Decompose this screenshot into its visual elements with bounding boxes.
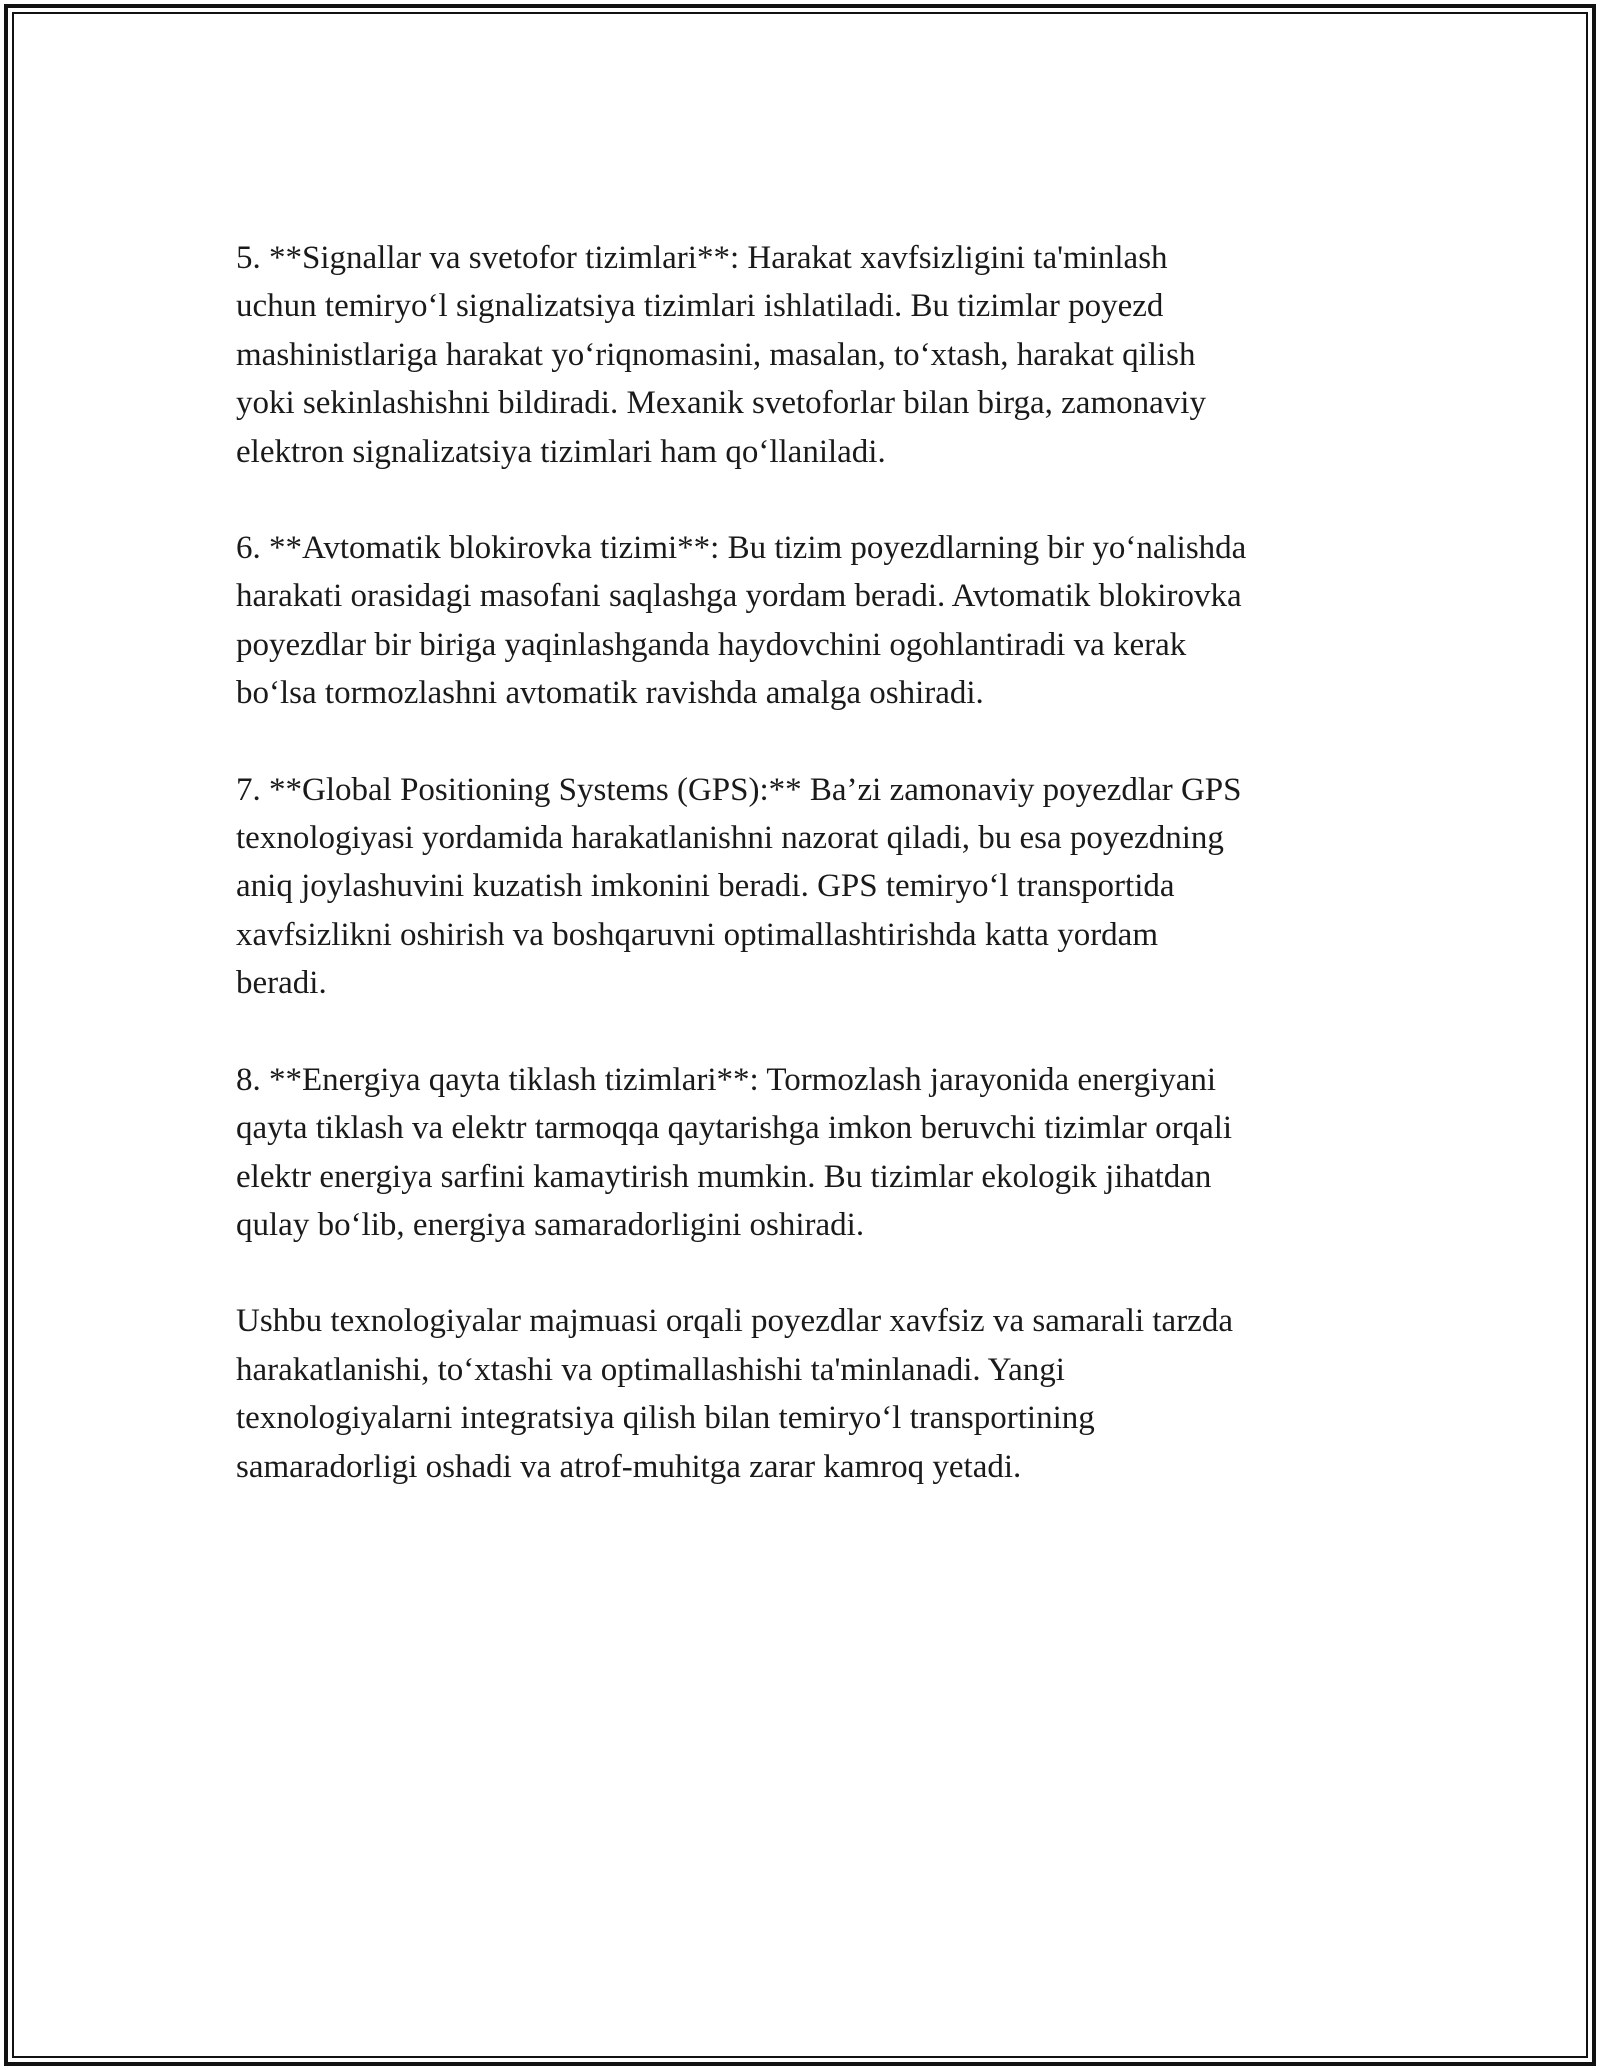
document-body bbox=[236, 234, 1396, 1539]
paragraph-energy-recovery: 8. **Energiya qayta tiklash tizimlari**: Tormozlash jarayonida energiyani qayta tiklash va elektr tarmoqqa qaytarishga imkon beruvchi tizimlar orqali elektr energiya sarfini kamaytirish mumkin. Bu tizimlar ekologik jihatdan qulay bo‘lib, energiya samaradorligini oshiradi. bbox=[236, 1061, 1233, 1243]
paragraph-signals: 5. **Signallar va svetofor tizimlari**: Harakat xavfsizligini ta'minlash uchun temiryo‘l signalizatsiya tizimlari ishlatiladi. Bu tizimlar poyezd mashinistlariga harakat yo‘riqnomasini, masalan, to‘xtash, harakat qilish yoki sekinlashishni bildiradi. Mexanik svetoforlar bilan birga, zamonaviy elektron signalizatsiya tizimlari ham qo‘llaniladi. bbox=[236, 240, 1206, 470]
paragraph-conclusion: Ushbu texnologiyalar majmuasi orqali poyezdlar xavfsiz va samarali tarzda harakatlanishi, to‘xtashi va optimallashishi ta'minlanadi. Yangi texnologiyalarni integratsiya qilish bilan temiryo‘l transportining samaradorligi oshadi va atrof-muhitga zarar kamroq yetadi. bbox=[236, 1303, 1233, 1485]
paragraph-auto-block: 6. **Avtomatik blokirovka tizimi**: Bu tizim poyezdlarning bir yo‘nalishda harakati orasidagi masofani saqlashga yordam beradi. Avtomatik blokirovka poyezdlar bir biriga yaqinlashganda haydovchini ogohlantiradi va kerak bo‘lsa tormozlashni avtomatik ravishda amalga oshiradi. bbox=[236, 530, 1247, 712]
paragraph-gps: 7. **Global Positioning Systems (GPS):** Ba’zi zamonaviy poyezdlar GPS texnologiyasi yordamida harakatlanishni nazorat qiladi, bu esa poyezdning aniq joylashuvini kuzatish imkonini beradi. GPS temiryo‘l transportida xavfsizlikni oshirish va boshqaruvni optimallashtirishda katta yordam beradi. bbox=[236, 771, 1242, 1002]
